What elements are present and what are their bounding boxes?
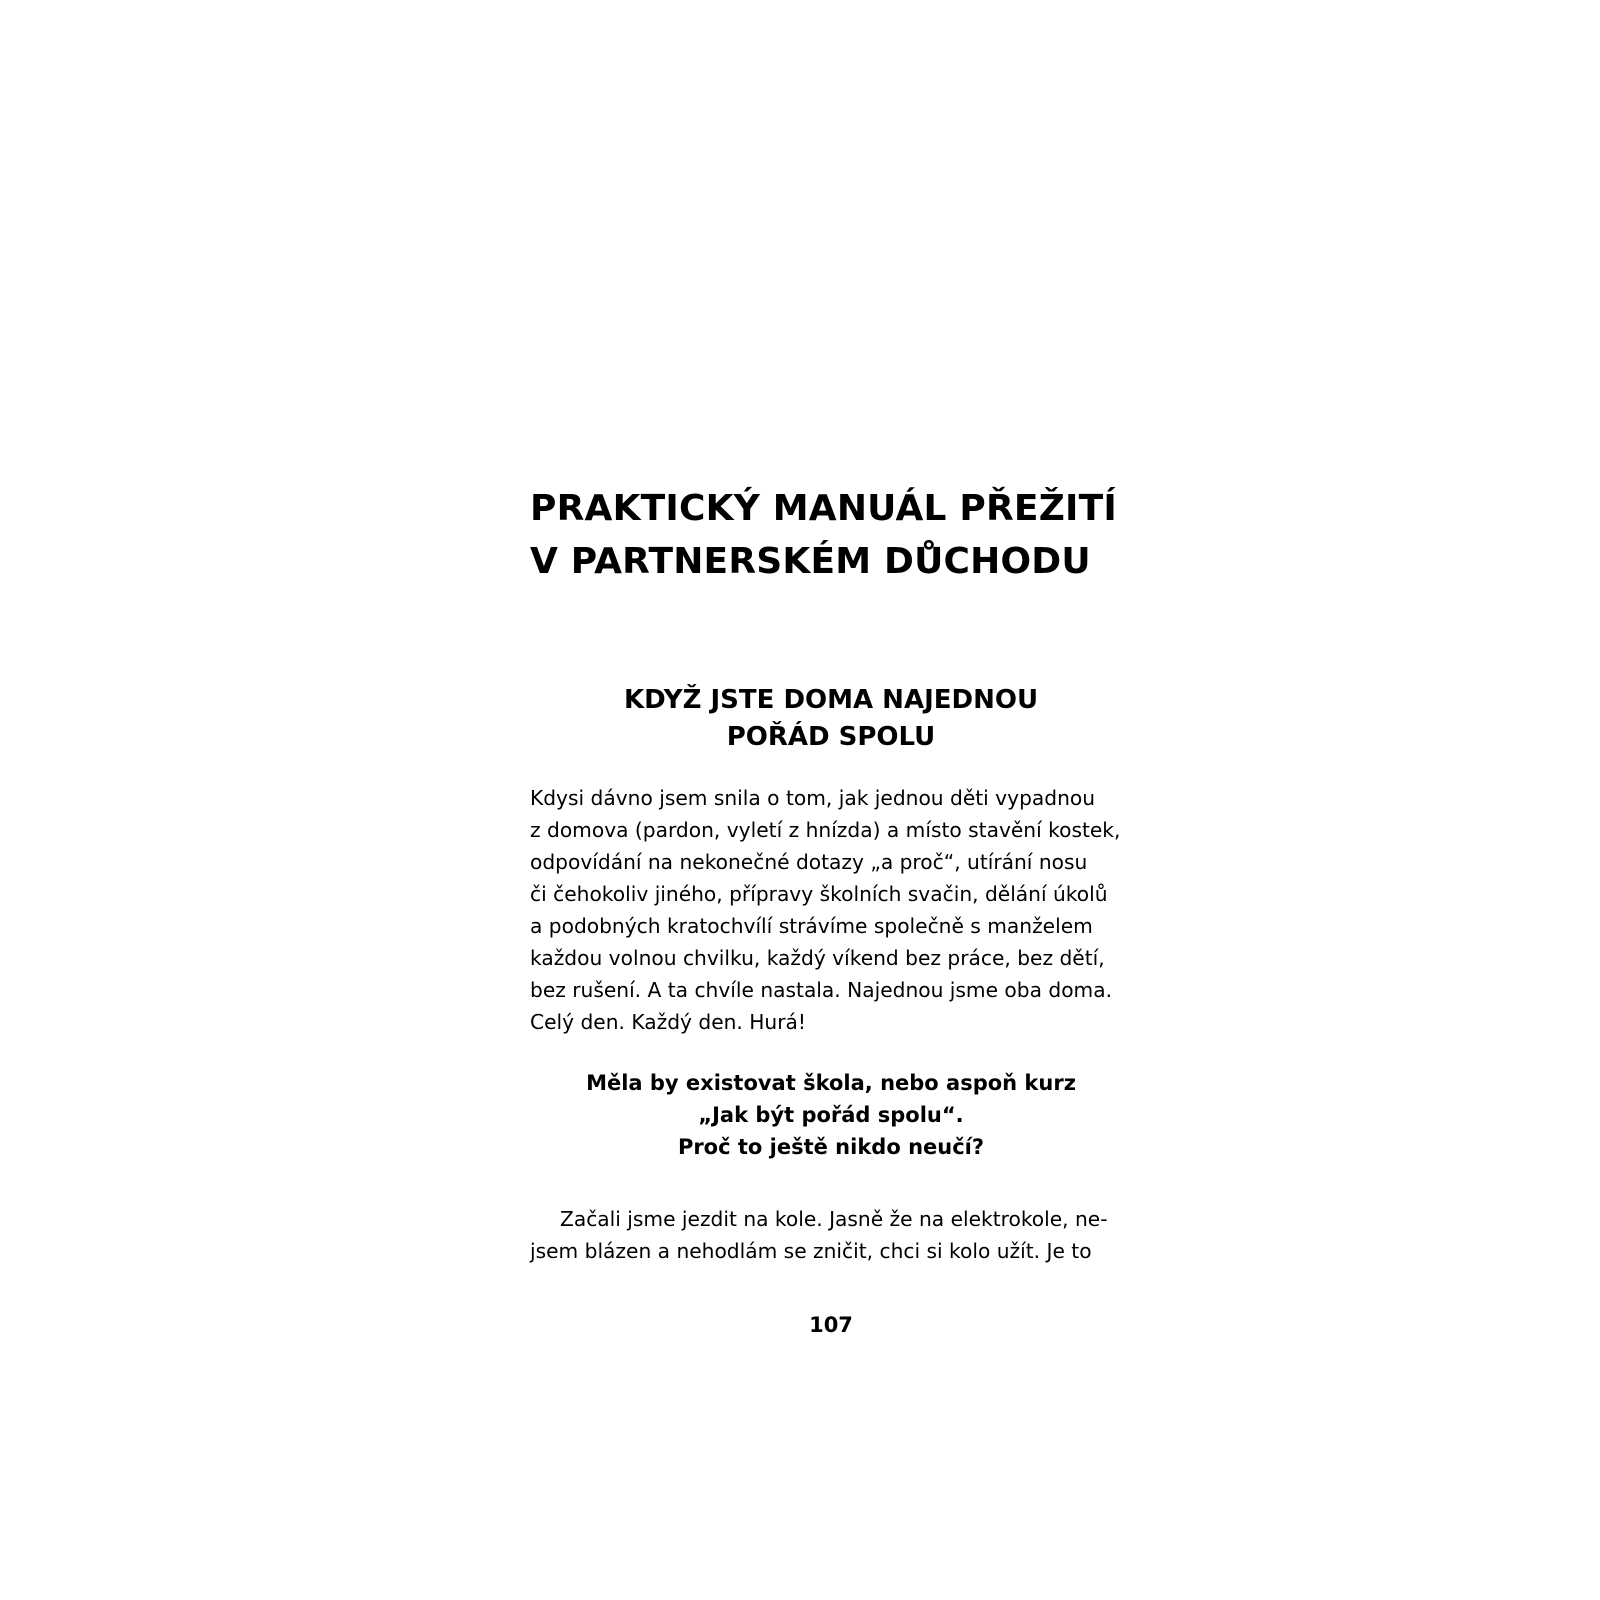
text-line: či čehokoliv jiného, přípravy školních svačin, dělání úkolů: [530, 882, 1108, 906]
section-title-line: KDYŽ JSTE DOMA NAJEDNOU: [623, 685, 1039, 715]
body-paragraph: [530, 1203, 1132, 1267]
text-line: Začali jsme jezdit na kole. Jasně že na elektrokole, ne-: [560, 1207, 1108, 1231]
text-line: Kdysi dávno jsem snila o tom, jak jednou děti vypadnou: [530, 786, 1096, 810]
page-number: 107: [809, 1313, 853, 1337]
highlighted-quote: [530, 1067, 1132, 1163]
quote-line: „Jak být pořád spolu“.: [698, 1103, 964, 1127]
text-line: Celý den. Každý den. Hurá!: [530, 1010, 806, 1034]
text-line: bez rušení. A ta chvíle nastala. Najednou jsme oba doma.: [530, 978, 1112, 1002]
text-line: a podobných kratochvílí strávíme společně s manželem: [530, 914, 1093, 938]
text-line: každou volnou chvilku, každý víkend bez práce, bez dětí,: [530, 946, 1105, 970]
text-line: odpovídání na nekonečné dotazy „a proč“, utírání nosu: [530, 850, 1088, 874]
quote-line: Měla by existovat škola, nebo aspoň kurz: [586, 1071, 1076, 1095]
body-paragraph: [530, 782, 1132, 1038]
text-line: z domova (pardon, vyletí z hnízda) a místo stavění kostek,: [530, 818, 1121, 842]
section-title-line: POŘÁD SPOLU: [726, 722, 936, 752]
chapter-title-line: PRAKTICKÝ MANUÁL PŘEŽITÍ: [530, 488, 1117, 529]
section-title: [530, 682, 1132, 756]
quote-line: Proč to ještě nikdo neučí?: [677, 1135, 985, 1159]
text-line: jsem blázen a nehodlám se zničit, chci si kolo užít. Je to: [530, 1239, 1092, 1263]
chapter-title: [530, 482, 1150, 588]
chapter-title-line: V PARTNERSKÉM DŮCHODU: [530, 541, 1091, 582]
